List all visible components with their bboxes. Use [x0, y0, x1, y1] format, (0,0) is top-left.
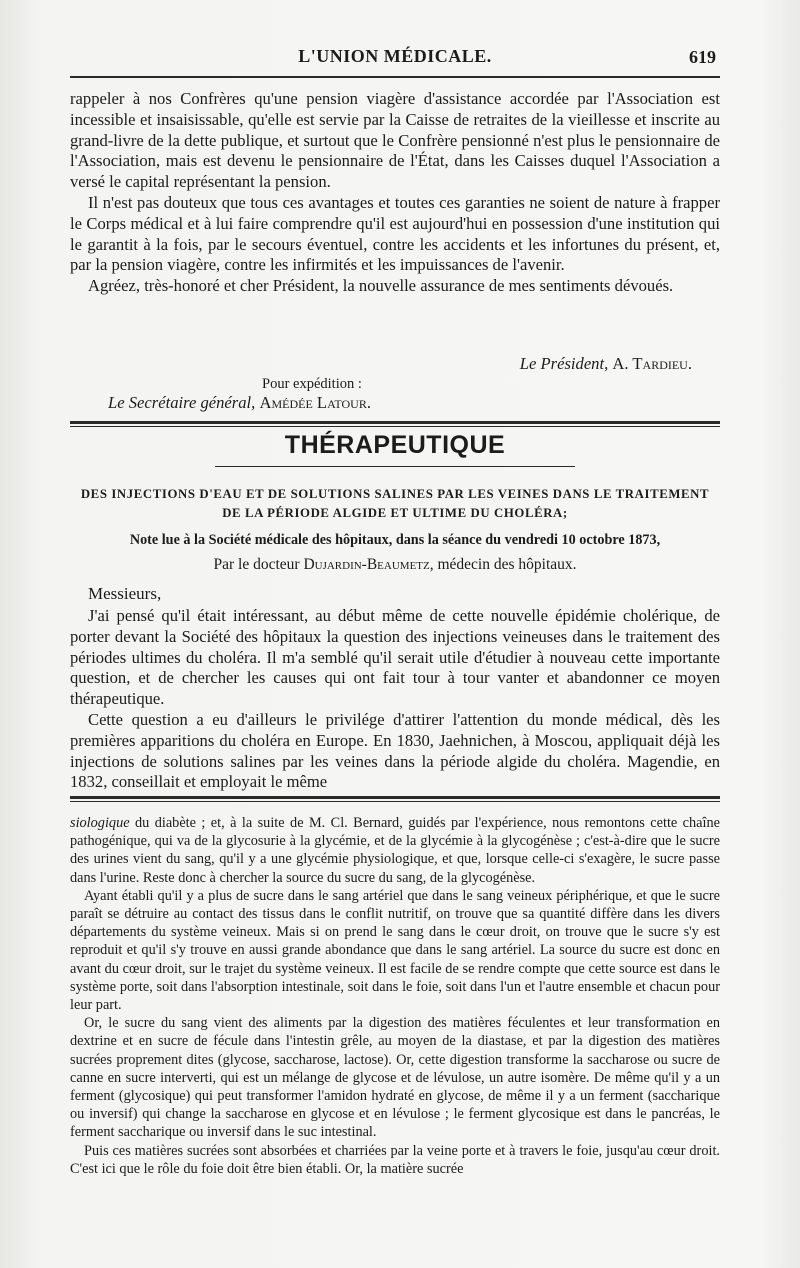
footnote-paragraph-3: Or, le sucre du sang vient des aliments par la digestion des matières féculentes et leur transformation en dextrine et en sucre de fécule dans l'intestin grêle, au moyen de la diastase, et par la digestion des matières sucrées proprement dites (glycose, saccharose, lactose). Or, cette digestion transforme la saccharose ou sucre de canne en sucre interverti, qui est un mélange de glycose et de lévulose, un autre isomère. De même qu'il y a un ferment (glycosique) qui peut transformer l'amidon hydraté en glycose, de même il y a un ferment (saccharique ou inversif) qui change la saccharose en glycose et en lévulose ; le ferment glycosique est dans le pancréas, le ferment saccharique ou inversif dans le suc intestinal. [70, 1015, 720, 1141]
expedition-label: Pour expédition : [262, 376, 362, 392]
article-body [70, 606, 720, 793]
header-rule [70, 76, 720, 78]
footnote-rule-thin [70, 801, 720, 802]
footnote-first-word: siologique [70, 815, 130, 831]
section-title-underline [215, 466, 575, 467]
article-paragraph-1: J'ai pensé qu'il était intéressant, au début même de cette nouvelle épidémie cholérique, de porter devant la Société des hôpitaux la question des injections veineuses dans le traitement des périodes ultimes du choléra. Il m'a semblé qu'il serait utile d'étudier à nouveau cette importante question, et de chercher les causes qui ont fait tour à tour vanter et abandonner ce moyen thérapeutique. [70, 606, 720, 709]
section-title: THÉRAPEUTIQUE [284, 431, 506, 459]
footnote [70, 814, 720, 1178]
byline-suffix: médecin des hôpitaux. [437, 556, 577, 573]
president-role: Le Président, [519, 354, 609, 373]
footnote-rule-thick [70, 796, 720, 799]
secretary-role: Le Secrétaire général, [108, 393, 256, 412]
letter-body [70, 89, 720, 297]
secretary-signature [108, 392, 371, 414]
running-title: L'UNION MÉDICALE. [298, 46, 492, 66]
section-rule-thick [70, 421, 720, 424]
salutation: Messieurs, [88, 584, 162, 603]
section-rule-thin [70, 426, 720, 427]
article-title [70, 485, 720, 523]
secretary-name: Amédée Latour. [259, 393, 371, 412]
article-title-line-2: DE LA PÉRIODE ALGIDE ET ULTIME DU CHOLÉRA; [222, 506, 568, 520]
article-author: Dujardin-Beaumetz, [303, 556, 434, 573]
page-number: 619 [689, 47, 716, 67]
letter-paragraph-2: Il n'est pas douteux que tous ces avantages et toutes ces garanties ne soient de nature à frapper le Corps médical et à lui faire comprendre qu'il est aujourd'hui en possession d'une institution qui le garantit à la fois, par le secours éventuel, contre les accidents et les infortunes du présent, et, par la pension viagère, contre les infirmités et les impuissances de l'avenir. [70, 192, 720, 275]
article-notice: Note lue à la Société médicale des hôpitaux, dans la séance du vendredi 10 octobre 1873, [129, 532, 661, 548]
letter-paragraph-1: rappeler à nos Confrères qu'une pension viagère d'assistance accordée par l'Association est incessible et insaisissable, qu'elle est servie par la Caisse de retraites de la vieillesse et inscrite au grand-livre de la dette publique, et surtout que le Confrère pensionné n'est plus le pensionnaire de l'Association, mais est devenu le pensionnaire de l'État, dans les Caisses duquel l'Association a versé le capital représentant la pension. [70, 89, 720, 192]
article-title-line-1: DES INJECTIONS D'EAU ET DE SOLUTIONS SALINES PAR LES VEINES DANS LE TRAITEMENT [80, 487, 710, 501]
president-name: A. Tardieu. [612, 354, 692, 373]
running-head [70, 44, 720, 72]
letter-paragraph-3: Agréez, très-honoré et cher Président, la nouvelle assurance de mes sentiments dévoués. [88, 276, 674, 296]
footnote-paragraph-2: Ayant établi qu'il y a plus de sucre dans le sang artériel que dans le sang veineux périphérique, et que le sucre paraît se détruire au contact des tissus dans le conflit nutritif, on trouve que sa quantité diffère dans les divers départements du système veineux. Mais si on prend le sang dans le cœur droit, on trouve que le sucre s'y est reproduit et qu'il s'y trouve en aussi grande abondance que dans le sang artériel. La source du sucre est donc en avant du cœur droit, sur le trajet du système veineux. Il est facile de se rendre compte que cette source est dans le système porte, soit dans l'absorption intestinale, soit dans le foie, soit dans l'un et l'autre ensemble et chacun pour leur part. [70, 887, 720, 1014]
byline-prefix: Par le docteur [213, 556, 300, 573]
footnote-paragraph-4: Puis ces matières sucrées sont absorbées et charriées par la veine porte et à travers le foie, jusqu'au cœur droit. C'est ici que le rôle du foie doit être bien établi. Or, la matière sucrée [70, 1142, 720, 1177]
article-byline [70, 556, 720, 574]
president-signature [520, 353, 692, 375]
article-paragraph-2: Cette question a eu d'ailleurs le privilége d'attirer l'attention du monde médical, dès les premières apparitions du choléra en Europe. En 1830, Jaehnichen, à Moscou, appliquait déjà les injections de solutions salines par les veines dans la période algide du choléra. Magendie, en 1832, conseillait et employait le même [70, 709, 720, 792]
footnote-first-paragraph-text: du diabète ; et, à la suite de M. Cl. Bernard, guidés par l'expérience, nous remontons cette chaîne pathogénique, qui va de la glycosurie à la glycémie, et de la glycémie à la glycogénèse ; c'est-à-dire que le sucre des urines vient du sang, qu'il y a une glycémie physiologique, et que, lorsque celle-ci s'exagère, le sucre passe dans l'urine. Reste donc à chercher la source du sucre du sang, de la glycogénèse. [70, 815, 720, 886]
footnote-paragraph-1 [70, 814, 720, 887]
